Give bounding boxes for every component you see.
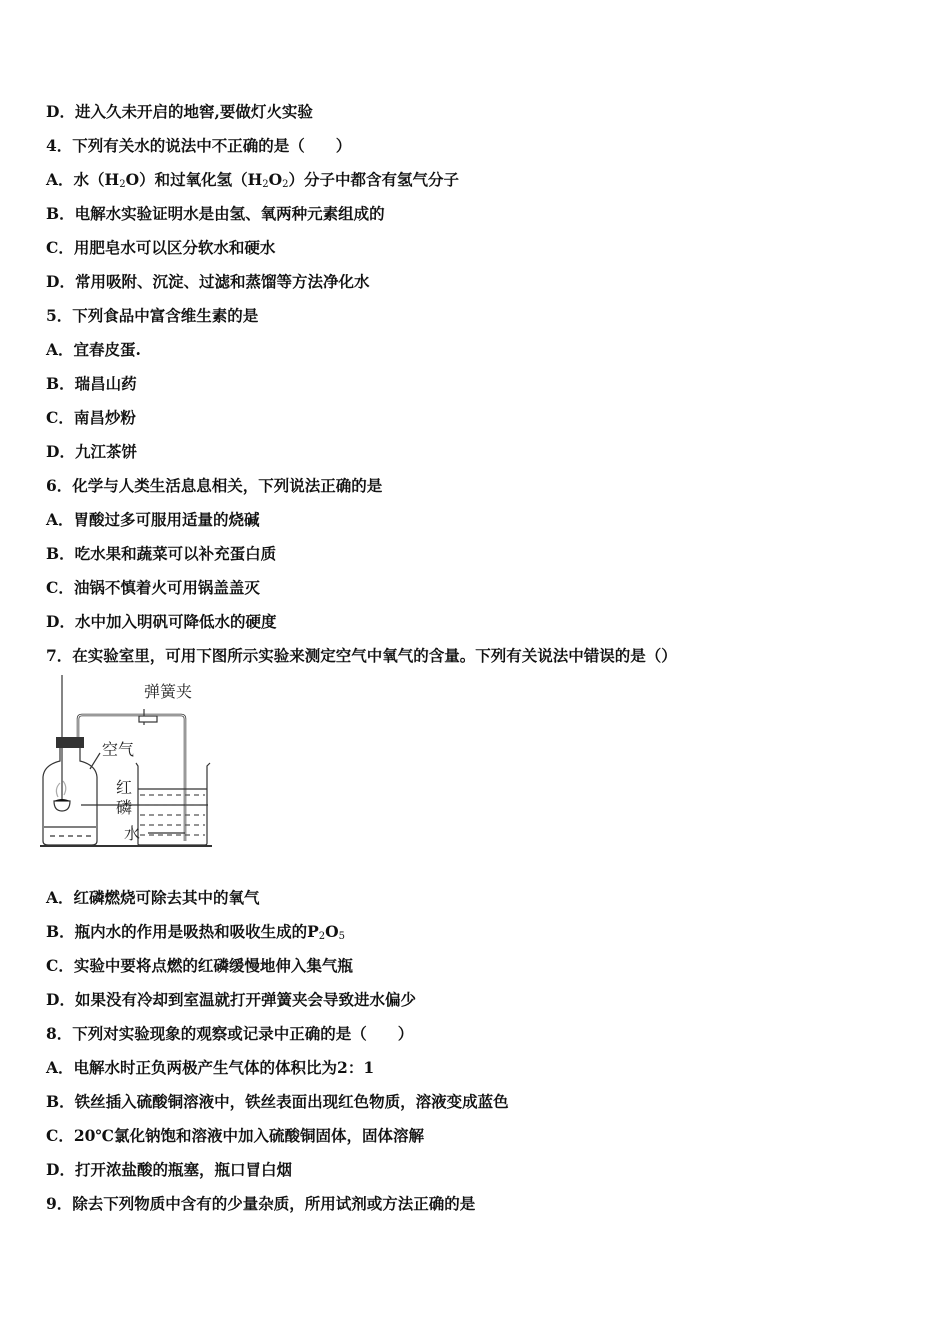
option-label: D． <box>46 990 75 1009</box>
q4-option-d <box>46 265 906 299</box>
option-label: D． <box>46 102 75 121</box>
option-text: 红磷燃烧可除去其中的氧气 <box>73 888 260 907</box>
q6-option-d <box>46 605 906 639</box>
rubber-stopper <box>56 737 84 748</box>
q7-option-d <box>46 983 906 1017</box>
option-text: 油锅不慎着火可用锅盖盖灭 <box>73 578 260 597</box>
text-part: O）和过氧化氢（H <box>125 170 263 189</box>
option-label: A． <box>46 170 74 189</box>
option-text: 实验中要将点燃的红磷缓慢地伸入集气瓶 <box>73 956 353 975</box>
q3-option-d <box>46 95 906 129</box>
option-label: C． <box>46 238 74 257</box>
q4-stem: 4．下列有关水的说法中不正确的是（ ） <box>46 136 352 155</box>
option-label: C． <box>46 956 74 975</box>
subscript: 5 <box>338 931 346 942</box>
option-label: C． <box>46 578 74 597</box>
apparatus-diagram <box>40 669 260 859</box>
option-text: 铁丝插入硫酸铜溶液中，铁丝表面出现红色物质，溶液变成蓝色 <box>74 1092 509 1111</box>
text-part: ）分子中都含有氢气分子 <box>288 170 459 189</box>
q6-option-c <box>46 571 906 605</box>
option-label: A． <box>46 510 74 529</box>
subscript: 2 <box>119 179 126 190</box>
subscript: 2 <box>318 931 326 942</box>
label-spring-clamp: 弹簧夹 <box>144 682 193 701</box>
subscript: 2 <box>262 179 269 190</box>
q8-option-c <box>46 1119 906 1153</box>
text-part: 水（H <box>73 170 120 189</box>
option-text: 常用吸附、沉淀、过滤和蒸馏等方法净化水 <box>74 272 370 291</box>
q5-option-b <box>46 367 906 401</box>
q7-stem: 7．在实验室里，可用下图所示实验来测定空气中氧气的含量。下列有关说法中错误的是（） <box>46 646 677 665</box>
option-text: 水中加入明矾可降低水的硬度 <box>74 612 277 631</box>
option-label: B． <box>46 1092 75 1111</box>
option-label: D． <box>46 612 75 631</box>
q5-option-a <box>46 333 906 367</box>
option-label: A． <box>46 340 74 359</box>
text-part: O <box>325 922 339 941</box>
option-text: 如果没有冷却到室温就打开弹簧夹会导致进水偏少 <box>74 990 416 1009</box>
red-phosphorus <box>54 799 70 801</box>
option-text: 打开浓盐酸的瓶塞，瓶口冒白烟 <box>74 1160 292 1179</box>
air-pointer <box>90 753 100 769</box>
option-label: B． <box>46 544 75 563</box>
q4-option-b <box>46 197 906 231</box>
gas-jar <box>43 746 97 845</box>
option-text: 宜春皮蛋. <box>73 340 141 359</box>
q7-option-c <box>46 949 906 983</box>
option-text: 进入久未开启的地窖,要做灯火实验 <box>74 102 313 121</box>
q4-option-c <box>46 231 906 265</box>
q7-option-a <box>46 881 906 915</box>
exam-page <box>46 95 906 1221</box>
q8-option-b <box>46 1085 906 1119</box>
text-part: 瓶内水的作用是吸热和吸收生成的P <box>74 922 319 941</box>
option-text: 电解水时正负两极产生气体的体积比为2：1 <box>73 1058 375 1077</box>
option-label: B． <box>46 374 75 393</box>
label-water: 水 <box>124 824 141 843</box>
q8-option-d <box>46 1153 906 1187</box>
option-label: C． <box>46 1126 74 1145</box>
option-text: 瑞昌山药 <box>74 374 137 393</box>
q7-option-b <box>46 915 906 949</box>
label-red: 红 <box>116 778 133 797</box>
text-part: O <box>268 170 283 189</box>
q5-stem: 5．下列食品中富含维生素的是 <box>46 306 259 325</box>
option-label: A． <box>46 888 74 907</box>
option-text: 南昌炒粉 <box>73 408 136 427</box>
subscript: 2 <box>282 179 289 190</box>
option-text: 20℃氯化钠饱和溶液中加入硫酸铜固体，固体溶解 <box>73 1126 424 1145</box>
option-label: D． <box>46 272 75 291</box>
option-text: 电解水实验证明水是由氢、氧两种元素组成的 <box>74 204 385 223</box>
q9-stem: 9．除去下列物质中含有的少量杂质，所用试剂或方法正确的是 <box>46 1194 476 1213</box>
smoke <box>56 781 65 797</box>
option-text: 九江茶饼 <box>74 442 137 461</box>
q4-option-a <box>46 163 906 197</box>
q6-option-b <box>46 537 906 571</box>
option-label: B． <box>46 922 75 941</box>
q5-option-c <box>46 401 906 435</box>
label-phosphorus: 磷 <box>116 798 133 817</box>
option-label: B． <box>46 204 75 223</box>
q6-stem: 6．化学与人类生活息息相关，下列说法正确的是 <box>46 476 383 495</box>
option-text: 胃酸过多可服用适量的烧碱 <box>73 510 260 529</box>
combustion-spoon <box>54 801 70 811</box>
option-text: 用肥皂水可以区分软水和硬水 <box>73 238 276 257</box>
option-label: A． <box>46 1058 74 1077</box>
clamp-body <box>139 716 157 722</box>
oxygen-experiment-figure <box>46 673 906 881</box>
option-label: D． <box>46 1160 75 1179</box>
q5-option-d <box>46 435 906 469</box>
q8-stem: 8．下列对实验现象的观察或记录中正确的是（ ） <box>46 1024 414 1043</box>
option-label: D． <box>46 442 75 461</box>
label-air: 空气 <box>102 740 135 759</box>
option-text: 吃水果和蔬菜可以补充蛋白质 <box>74 544 277 563</box>
beaker-water <box>140 795 205 835</box>
q8-option-a <box>46 1051 906 1085</box>
option-label: C． <box>46 408 74 427</box>
q6-option-a <box>46 503 906 537</box>
